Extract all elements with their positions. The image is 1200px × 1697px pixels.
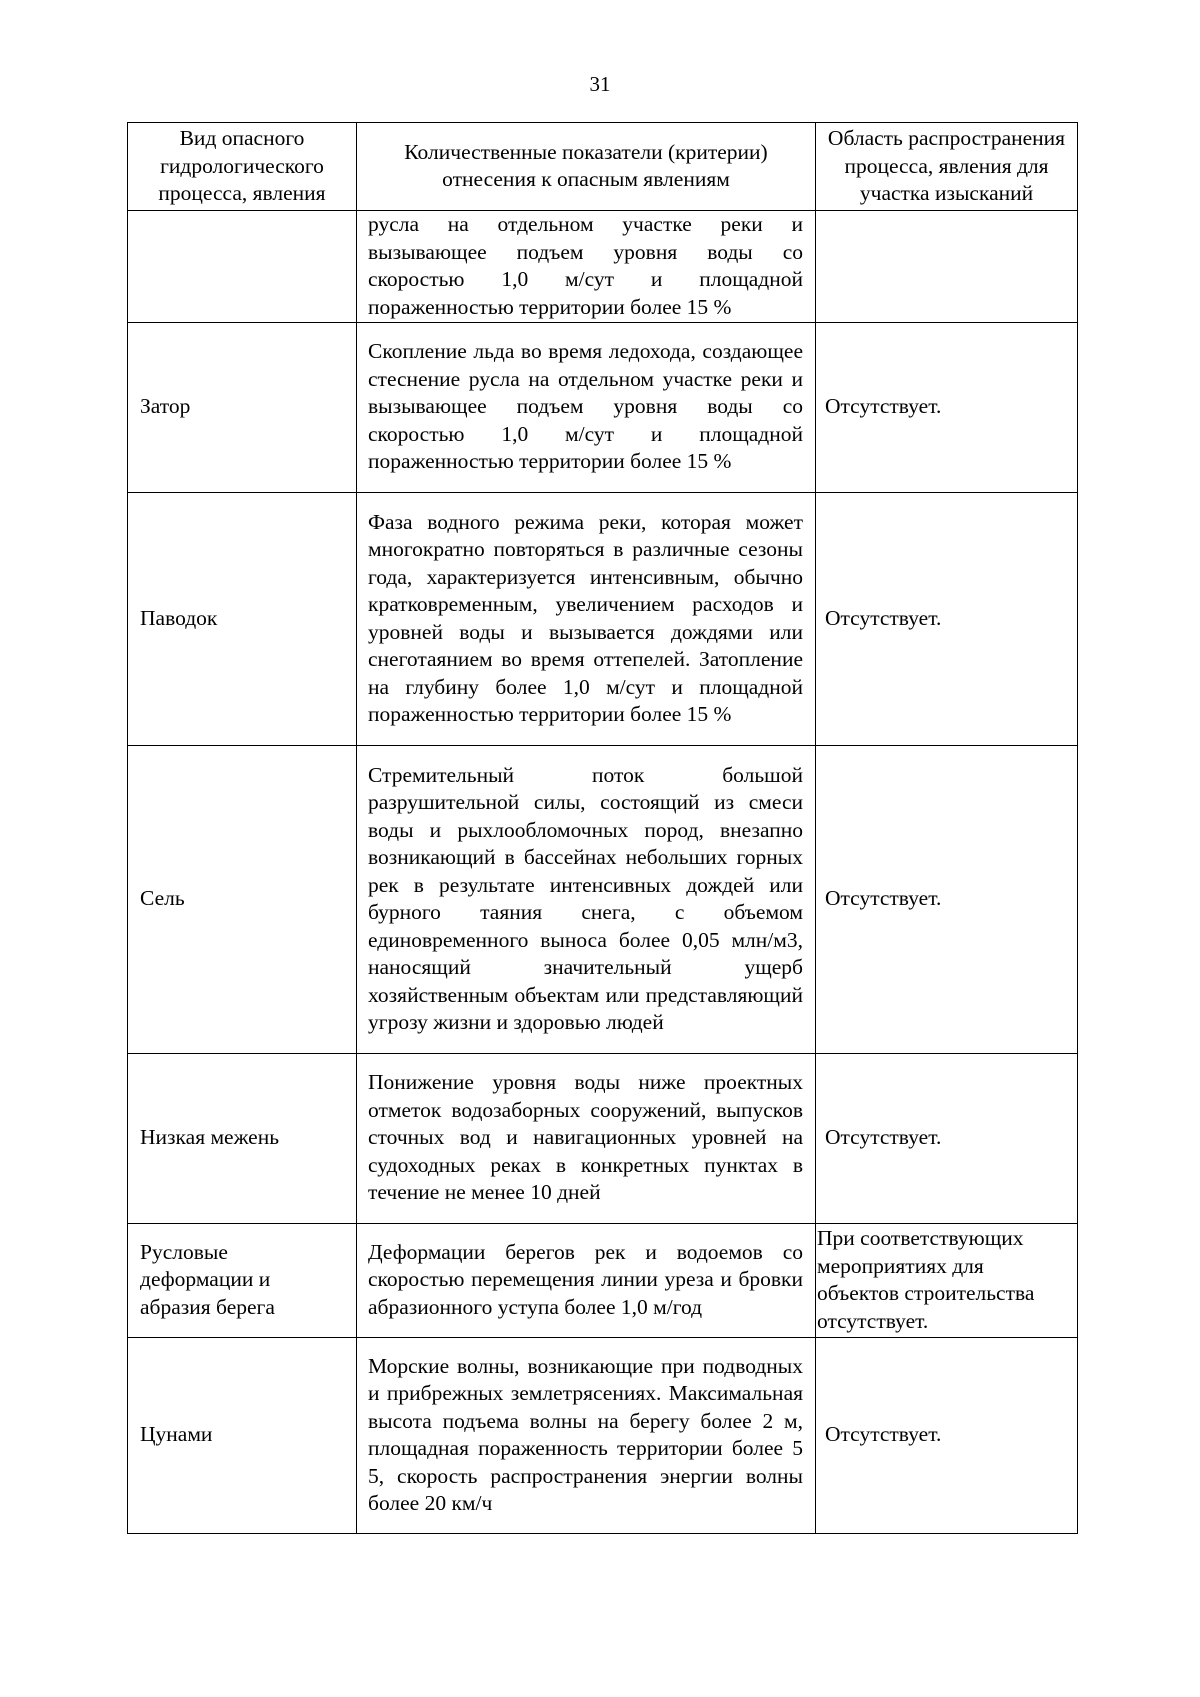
table-row bbox=[128, 1053, 1078, 1223]
hazard-type-cell: Затор bbox=[128, 322, 357, 492]
header-hazard-type: Вид опасного гидрологического процесса, явления bbox=[128, 123, 357, 211]
table-row bbox=[128, 492, 1078, 745]
hazard-type-cell: Сель bbox=[128, 745, 357, 1053]
header-area: Область распространения процесса, явления для участка изысканий bbox=[816, 123, 1078, 211]
table-row bbox=[128, 322, 1078, 492]
criteria-cell: Фаза водного режима реки, которая может многократно повторяться в различные сезоны года, характеризуется интенсивным, обычно кратковременным, увеличением расходов и уровней воды и вызывается дождями или снеготаянием во время оттепелей. Затопление на глубину более 1,0 м/сут и площадной пораженностью территории более 15 % bbox=[357, 492, 816, 745]
criteria-cell: Деформации берегов рек и водоемов со скоростью перемещения линии уреза и бровки абразионного уступа более 1,0 м/год bbox=[357, 1223, 816, 1337]
hazard-type-cell: Низкая межень bbox=[128, 1053, 357, 1223]
hazards-table bbox=[127, 122, 1078, 1534]
criteria-cell: Скопление льда во время ледохода, создающее стеснение русла на отдельном участке реки и вызывающее подъем уровня воды со скоростью 1,0 м/сут и площадной пораженностью территории более 15 % bbox=[357, 322, 816, 492]
table-row bbox=[128, 210, 1078, 322]
hazard-type-cell bbox=[128, 210, 357, 322]
table-row bbox=[128, 1223, 1078, 1337]
criteria-cell: Стремительный поток большой разрушительной силы, состоящий из смеси воды и рыхлообломочных пород, внезапно возникающий в бассейнах небольших горных рек в результате интенсивных дождей или бурного таяния снега, с объемом единовременного выноса более 0,05 млн/м3, наносящий значительный ущерб хозяйственным объектам или представляющий угрозу жизни и здоровью людей bbox=[357, 745, 816, 1053]
area-cell: Отсутствует. bbox=[816, 492, 1078, 745]
hazard-type-cell: Цунами bbox=[128, 1337, 357, 1533]
header-criteria: Количественные показатели (критерии) отнесения к опасным явлениям bbox=[357, 123, 816, 211]
criteria-cell: Морские волны, возникающие при подводных и прибрежных землетрясениях. Максимальная высота подъема волны на берегу более 2 м, площадная пораженность территории более 5 5, скорость распространения энергии волны более 20 км/ч bbox=[357, 1337, 816, 1533]
table-header-row bbox=[128, 123, 1078, 211]
hazard-type-cell: Русловые деформации и абразия берега bbox=[128, 1223, 357, 1337]
area-cell: Отсутствует. bbox=[816, 322, 1078, 492]
criteria-cell: русла на отдельном участке реки и вызывающее подъем уровня воды со скоростью 1,0 м/сут и площадной пораженностью территории более 15 % bbox=[357, 210, 816, 322]
area-cell: Отсутствует. bbox=[816, 1053, 1078, 1223]
area-cell bbox=[816, 210, 1078, 322]
page-number: 31 bbox=[589, 72, 611, 96]
area-cell: При соответствующих мероприятиях для объектов строительства отсутствует. bbox=[816, 1223, 1078, 1337]
hazard-type-cell: Паводок bbox=[128, 492, 357, 745]
table-row bbox=[128, 1337, 1078, 1533]
criteria-cell: Понижение уровня воды ниже проектных отметок водозаборных сооружений, выпусков сточных вод и навигационных уровней на судоходных реках в конкретных пунктах в течение не менее 10 дней bbox=[357, 1053, 816, 1223]
area-cell: Отсутствует. bbox=[816, 1337, 1078, 1533]
table-row bbox=[128, 745, 1078, 1053]
area-cell: Отсутствует. bbox=[816, 745, 1078, 1053]
